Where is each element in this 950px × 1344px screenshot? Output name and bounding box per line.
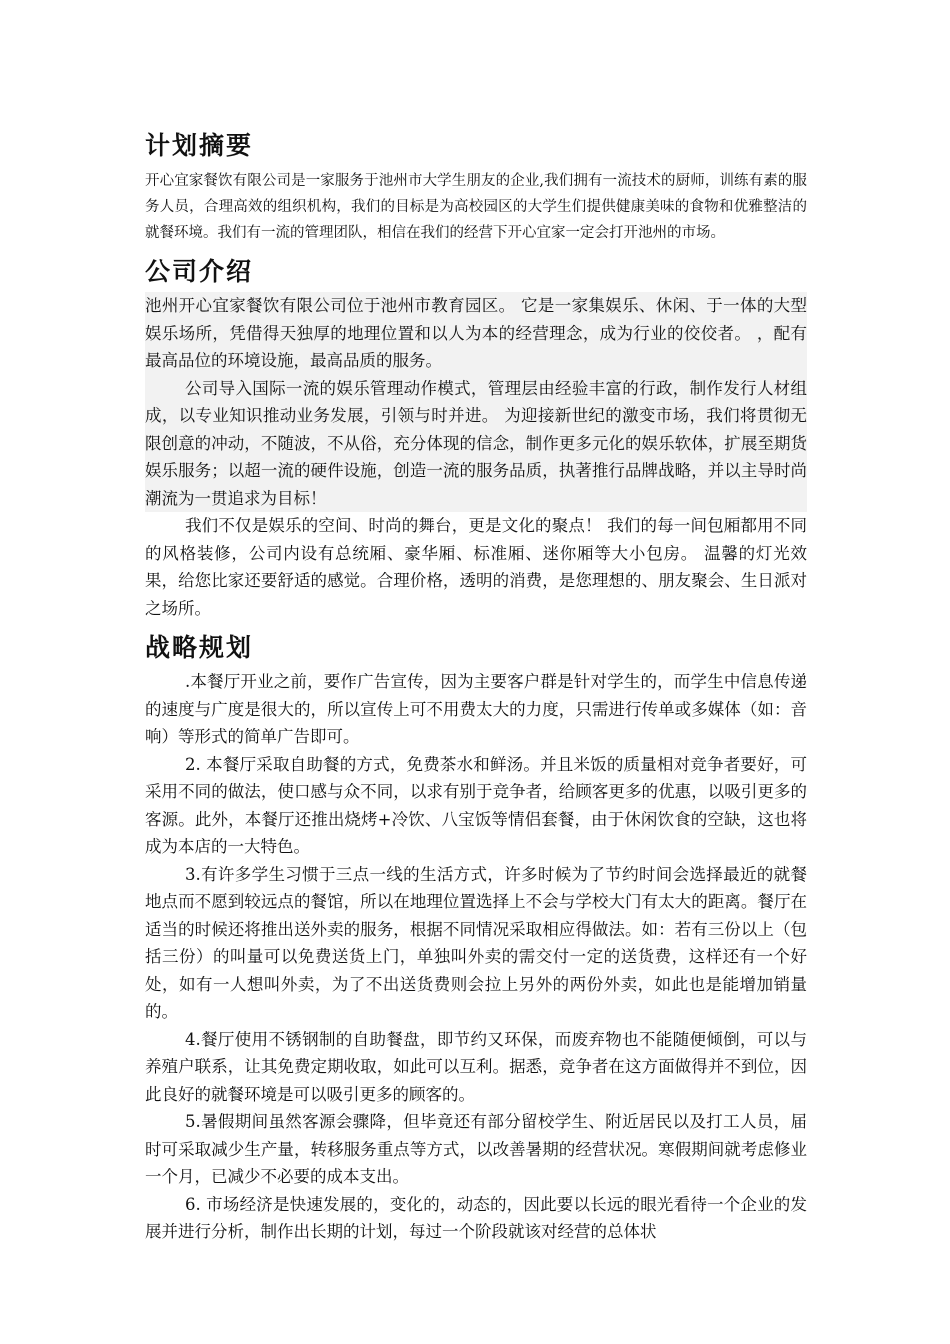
strategy-item-6: 6. 市场经济是快速发展的，变化的，动态的，因此要以长远的眼光看待一个企业的发展并进行分析，制作出长期的计划，每过一个阶段就该对经营的总体状 [145, 1194, 807, 1241]
company-paragraph-3: 我们不仅是娱乐的空间、时尚的舞台，更是文化的聚点！ 我们的每一间包厢都用不同的风格装修，公司内设有总统厢、豪华厢、标准厢、迷你厢等大小包房。 温馨的灯光效果，给您比家还要舒适的感觉。合理价格，透明的消费，是您理想的、朋友聚会、生日派对之场所。 [145, 516, 807, 618]
strategy-item-1: .本餐厅开业之前，要作广告宣传，因为主要客户群是针对学生的，而学生中信息传递的速度与广度是很大的，所以宣传上可不用费太大的力度，只需进行传单或多媒体（如：音响）等形式的简单广告即可。 [145, 672, 807, 746]
strategy-item-4: 4.餐厅使用不锈钢制的自助餐盘，即节约又环保，而废弃物也不能随便倾倒，可以与养殖户联系，让其免费定期收取，如此可以互利。据悉，竞争者在这方面做得并不到位，因此良好的就餐环境是可以吸引更多的顾客的。 [145, 1029, 807, 1104]
company-heading: 公司介绍 [145, 257, 254, 286]
strategy-item-2: 2. 本餐厅采取自助餐的方式，免费茶水和鲜汤。并且米饭的质量相对竞争者要好，可采用不同的做法，使口感与众不同，以求有别于竞争者，给顾客更多的优惠，以吸引更多的客源。此外，本餐厅还推出烧烤+冷饮、八宝饭等情侣套餐，由于休闲饮食的空缺，这也将成为本店的一大特色。 [145, 754, 807, 856]
summary-heading: 计划摘要 [145, 131, 254, 160]
company-intro-shaded-block [145, 292, 807, 512]
strategy-item-3: 3.有许多学生习惯于三点一线的生活方式，许多时候为了节约时间会选择最近的就餐地点而不愿到较远点的餐馆，所以在地理位置选择上不会与学校大门有太大的距离。餐厅在适当的时候还将推出送外卖的服务，根据不同情况采取相应得做法。如：若有三份以上（包括三份）的叫量可以免费送货上门，单独叫外卖的需交付一定的送货费，这样还有一个好处，如有一人想叫外卖，为了不出送货费则会拉上另外的两份外卖，如此也是能增加销量的。 [145, 864, 807, 1021]
strategy-item-5: 5.暑假期间虽然客源会骤降，但毕竟还有部分留校学生、附近居民以及打工人员，届时可采取减少生产量，转移服务重点等方式，以改善暑期的经营状况。寒假期间就考虑修业一个月，已减少不必要的成本支出。 [145, 1112, 807, 1186]
company-paragraph-2: 公司导入国际一流的娱乐管理动作模式，管理层由经验丰富的行政，制作发行人材组成，以专业知识推动业务发展，引领与时并进。 为迎接新世纪的激变市场，我们将贯彻无限创意的冲动，不随波，不从俗，充分体现的信念，制作更多元化的娱乐软体，扩展至期货娱乐服务；以超一流的硬件设施，创造一流的服务品质，执著推行品牌战略，并以主导时尚潮流为一贯追求为目标！ [145, 378, 807, 508]
summary-paragraph: 开心宜家餐饮有限公司是一家服务于池州市大学生朋友的企业,我们拥有一流技术的厨师，训练有素的服务人员，合理高效的组织机构，我们的目标是为高校园区的大学生们提供健康美味的食物和优雅整洁的就餐环境。我们有一流的管理团队，相信在我们的经营下开心宜家一定会打开池州的市场。 [145, 173, 807, 241]
strategy-heading: 战略规划 [145, 633, 254, 662]
company-paragraph-1: 池州开心宜家餐饮有限公司位于池州市教育园区。 它是一家集娱乐、休闲、于一体的大型娱乐场所，凭借得天独厚的地理位置和以人为本的经营理念，成为行业的佼佼者。 ，配有最高品位的环境设施，最高品质的服务。 [145, 296, 807, 370]
document-page [145, 122, 807, 1246]
